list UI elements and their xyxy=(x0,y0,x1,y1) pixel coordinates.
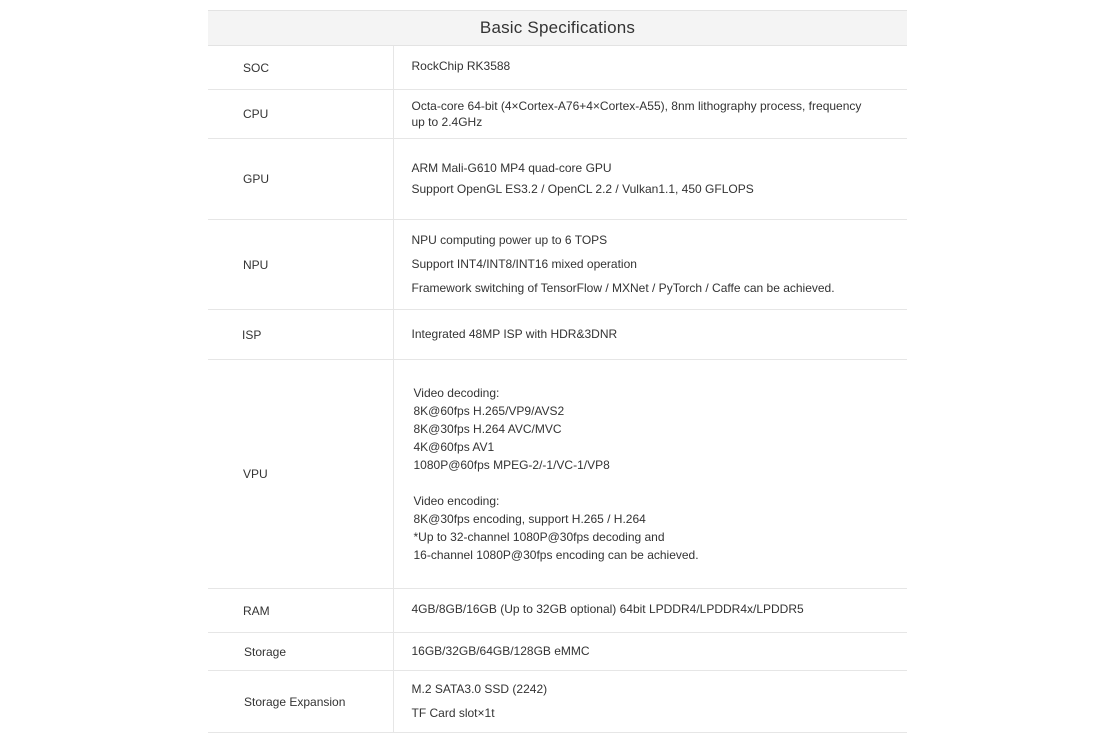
table-title: Basic Specifications xyxy=(208,11,907,46)
vpu-decoding-heading: Video decoding: xyxy=(413,386,500,400)
vpu-encoding-line: 16-channel 1080P@30fps encoding can be achieved. xyxy=(413,548,699,562)
spec-value xyxy=(393,360,907,589)
spec-label: Storage Expansion xyxy=(208,671,393,733)
spec-value-text: Octa-core 64-bit (4×Cortex-A76+4×Cortex-A55), 8nm lithography process, frequency up to 2.4GHz xyxy=(411,99,862,129)
spec-value xyxy=(393,310,907,360)
vpu-decoding-line: 4K@60fps AV1 xyxy=(413,440,495,454)
spec-row-storage xyxy=(208,633,907,671)
spec-value xyxy=(393,589,907,633)
spec-row-npu xyxy=(208,220,907,310)
spec-value-text: Integrated 48MP ISP with HDR&3DNR xyxy=(411,327,618,341)
vpu-decoding-line: 8K@60fps H.265/VP9/AVS2 xyxy=(413,404,565,418)
spec-label: SOC xyxy=(208,46,393,90)
spec-table xyxy=(208,10,907,733)
vpu-encoding-line: 8K@30fps encoding, support H.265 / H.264 xyxy=(413,512,646,526)
spec-value-line: Support OpenGL ES3.2 / OpenCL 2.2 / Vulkan1.1, 450 GFLOPS xyxy=(411,182,754,196)
spec-value xyxy=(393,90,907,139)
vpu-decoding-line: 8K@30fps H.264 AVC/MVC xyxy=(413,422,562,436)
spec-label: RAM xyxy=(208,589,393,633)
spec-row-soc xyxy=(208,46,907,90)
spec-row-gpu xyxy=(208,139,907,220)
spec-value-line: Framework switching of TensorFlow / MXNet / PyTorch / Caffe can be achieved. xyxy=(411,281,835,295)
vpu-details xyxy=(412,384,878,564)
spec-row-vpu xyxy=(208,360,907,589)
spec-value xyxy=(393,46,907,90)
spec-label: GPU xyxy=(208,139,393,220)
spec-value-text: 4GB/8GB/16GB (Up to 32GB optional) 64bit LPDDR4/LPDDR4x/LPDDR5 xyxy=(411,602,804,616)
spec-label: Storage xyxy=(208,633,393,671)
spec-value-text: 16GB/32GB/64GB/128GB eMMC xyxy=(411,644,590,658)
spec-value xyxy=(393,633,907,671)
spec-value-line: ARM Mali-G610 MP4 quad-core GPU xyxy=(411,161,612,175)
spec-value-line: NPU computing power up to 6 TOPS xyxy=(411,233,608,247)
spec-label: ISP xyxy=(208,310,393,360)
spec-row-ram xyxy=(208,589,907,633)
spec-value-line: Support INT4/INT8/INT16 mixed operation xyxy=(411,257,637,271)
spec-value-text: RockChip RK3588 xyxy=(411,59,511,73)
spec-value xyxy=(393,139,907,220)
spec-value-line: M.2 SATA3.0 SSD (2242) xyxy=(411,682,548,696)
spec-row-cpu xyxy=(208,90,907,139)
spec-value xyxy=(393,220,907,310)
spec-value-line: TF Card slot×1t xyxy=(411,706,495,720)
spec-label: NPU xyxy=(208,220,393,310)
spec-value xyxy=(393,671,907,733)
vpu-encoding-heading: Video encoding: xyxy=(413,494,500,508)
spec-label: CPU xyxy=(208,90,393,139)
vpu-spacer xyxy=(414,474,878,492)
vpu-encoding-line: *Up to 32-channel 1080P@30fps decoding and xyxy=(413,530,665,544)
spec-row-storage-expansion xyxy=(208,671,907,733)
vpu-decoding-line: 1080P@60fps MPEG-2/-1/VC-1/VP8 xyxy=(413,458,610,472)
spec-row-isp xyxy=(208,310,907,360)
spec-label: VPU xyxy=(208,360,393,589)
table-header-row xyxy=(208,11,907,46)
